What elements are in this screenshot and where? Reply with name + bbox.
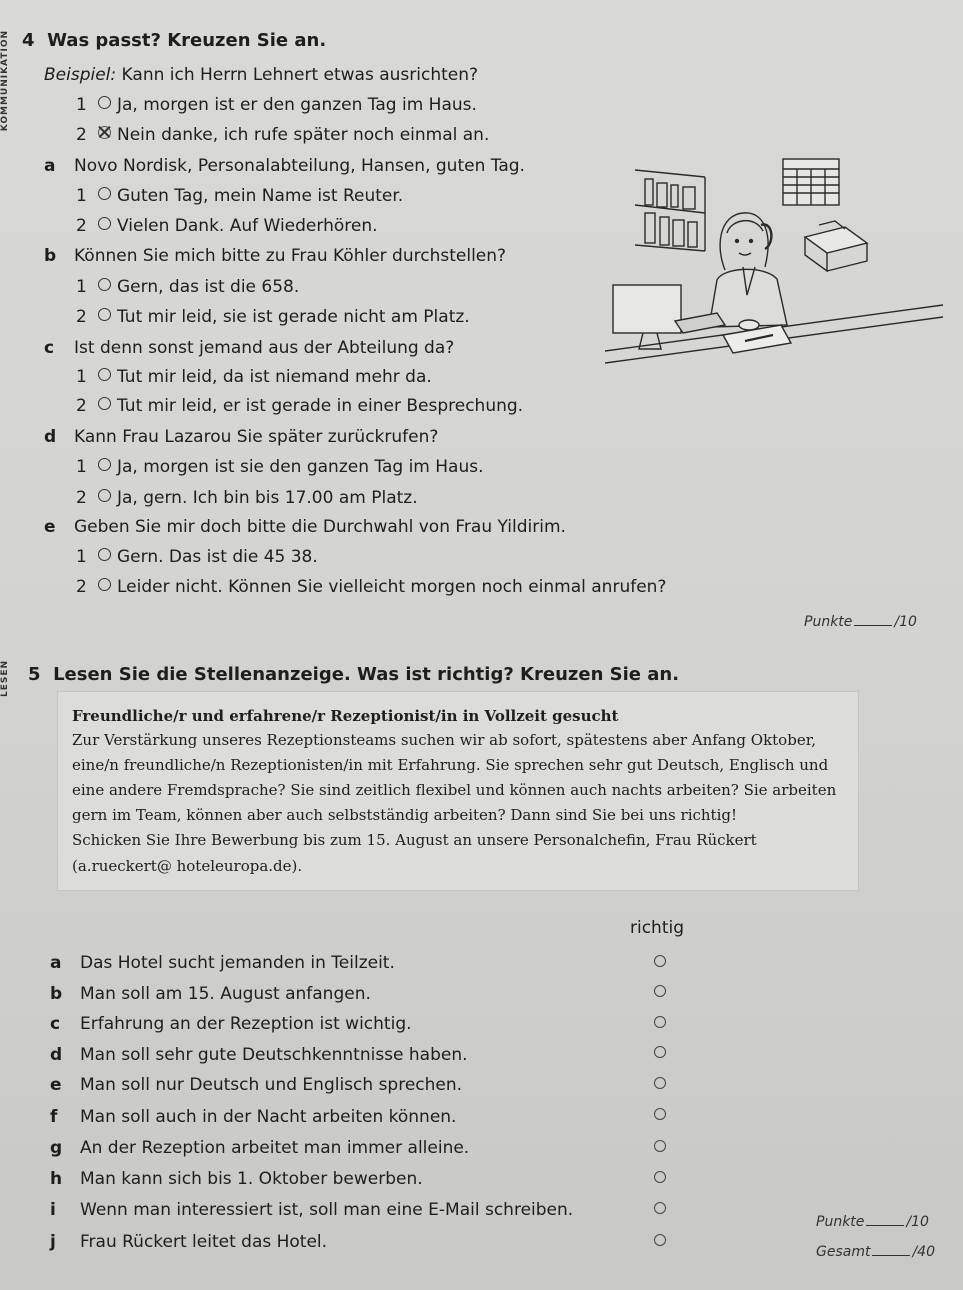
exercise-5-number: 5 (28, 664, 41, 685)
example-label: Beispiel: (44, 65, 117, 85)
checked-circle[interactable] (98, 126, 111, 139)
example-option-1: 1 Ja, morgen ist er den ganzen Tag im Haus. (76, 95, 477, 115)
job-ad-line: Schicken Sie Ihre Bewerbung bis zum 15. August an unsere Personalchefin, Frau Rückert (72, 831, 757, 849)
statement-e: e Man soll nur Deutsch und Englisch sprechen. (50, 1075, 463, 1095)
points-blank[interactable] (854, 625, 892, 626)
radio-circle[interactable] (98, 187, 111, 200)
statement-f: f Man soll auch in der Nacht arbeiten können. (50, 1107, 457, 1127)
exercise-4-title: Was passt? Kreuzen Sie an. (47, 30, 327, 51)
radio-circle[interactable] (98, 308, 111, 321)
answer-circle-c[interactable] (654, 1016, 666, 1028)
radio-circle[interactable] (98, 96, 111, 109)
statement-h: h Man kann sich bis 1. Oktober bewerben. (50, 1169, 423, 1189)
job-ad-line: eine/n freundliche/n Rezeptionisten/in mit Erfahrung. Sie sprechen sehr gut Deutsch, Englisch und (72, 756, 829, 774)
radio-circle[interactable] (98, 489, 111, 502)
question-e: e Geben Sie mir doch bitte die Durchwahl von Frau Yildirim. (44, 517, 566, 537)
exercise-5-heading (28, 664, 679, 685)
statement-b: b Man soll am 15. August anfangen. (50, 984, 371, 1004)
radio-circle[interactable] (98, 217, 111, 230)
job-ad-line: Zur Verstärkung unseres Rezeptionsteams suchen wir ab sofort, spätestens aber Anfang Oktober, (72, 731, 816, 749)
exercise-5-title: Lesen Sie die Stellenanzeige. Was ist richtig? Kreuzen Sie an. (53, 664, 680, 685)
radio-circle[interactable] (98, 278, 111, 291)
total-points: Gesamt /40 (816, 1244, 935, 1260)
statement-a: a Das Hotel sucht jemanden in Teilzeit. (50, 953, 395, 973)
answer-circle-j[interactable] (654, 1234, 666, 1246)
option-b-1: 1 Gern, das ist die 658. (76, 277, 300, 297)
statement-c: c Erfahrung an der Rezeption ist wichtig. (50, 1014, 412, 1034)
answer-circle-i[interactable] (654, 1202, 666, 1214)
question-d: d Kann Frau Lazarou Sie später zurückrufen? (44, 427, 439, 447)
example-question: Beispiel: Kann ich Herrn Lehnert etwas ausrichten? (44, 65, 479, 85)
answer-circle-e[interactable] (654, 1077, 666, 1089)
option-a-1: 1 Guten Tag, mein Name ist Reuter. (76, 186, 404, 206)
job-ad-line: gern im Team, können aber auch selbstständig arbeiten? Dann sind Sie bei uns richtig! (72, 806, 738, 824)
statement-i: i Wenn man interessiert ist, soll man eine E-Mail schreiben. (50, 1200, 574, 1220)
statement-d: d Man soll sehr gute Deutschkenntnisse haben. (50, 1045, 468, 1065)
option-c-1: 1 Tut mir leid, da ist niemand mehr da. (76, 367, 432, 387)
option-c-2: 2 Tut mir leid, er ist gerade in einer Besprechung. (76, 396, 524, 416)
points-exercise-5: Punkte /10 (816, 1214, 929, 1230)
points-blank[interactable] (866, 1225, 904, 1226)
question-a: a Novo Nordisk, Personalabteilung, Hansen, guten Tag. (44, 156, 525, 176)
question-b: b Können Sie mich bitte zu Frau Köhler durchstellen? (44, 246, 507, 266)
total-blank[interactable] (872, 1255, 910, 1256)
radio-circle[interactable] (98, 548, 111, 561)
radio-circle[interactable] (98, 368, 111, 381)
radio-circle[interactable] (98, 458, 111, 471)
radio-circle[interactable] (98, 578, 111, 591)
answer-circle-f[interactable] (654, 1108, 666, 1120)
points-exercise-4: Punkte /10 (804, 614, 917, 630)
answer-circle-d[interactable] (654, 1046, 666, 1058)
answer-circle-a[interactable] (654, 955, 666, 967)
option-a-2: 2 Vielen Dank. Auf Wiederhören. (76, 216, 378, 236)
job-ad-title: Freundliche/r und erfahrene/r Rezeptionist/in in Vollzeit gesucht (72, 707, 619, 725)
option-b-2: 2 Tut mir leid, sie ist gerade nicht am Platz. (76, 307, 470, 327)
example-option-2: 2 Nein danke, ich rufe später noch einmal an. (76, 125, 490, 145)
answer-circle-b[interactable] (654, 985, 666, 997)
exercise-4-heading (22, 30, 326, 51)
statement-g: g An der Rezeption arbeitet man immer alleine. (50, 1138, 470, 1158)
side-label-kommunikation: KOMMUNIKATION (0, 30, 10, 132)
statement-j: j Frau Rückert leitet das Hotel. (50, 1232, 328, 1252)
answer-circle-h[interactable] (654, 1171, 666, 1183)
exercise-4-number: 4 (22, 30, 35, 51)
office-phone-illustration (605, 155, 945, 370)
option-d-2: 2 Ja, gern. Ich bin bis 17.00 am Platz. (76, 488, 418, 508)
answer-circle-g[interactable] (654, 1140, 666, 1152)
job-ad-line: eine andere Fremdsprache? Sie sind zeitlich flexibel und können auch nachts arbeiten? Sie arbeiten (72, 781, 837, 799)
side-label-lesen: LESEN (0, 660, 10, 698)
option-d-1: 1 Ja, morgen ist sie den ganzen Tag im Haus. (76, 457, 484, 477)
question-c: c Ist denn sonst jemand aus der Abteilung da? (44, 338, 455, 358)
option-e-2: 2 Leider nicht. Können Sie vielleicht morgen noch einmal anrufen? (76, 577, 667, 597)
richtig-column-header: richtig (630, 918, 685, 938)
job-ad-line: (a.rueckert@ hoteleuropa.de). (72, 857, 303, 875)
radio-circle[interactable] (98, 397, 111, 410)
option-e-1: 1 Gern. Das ist die 45 38. (76, 547, 318, 567)
